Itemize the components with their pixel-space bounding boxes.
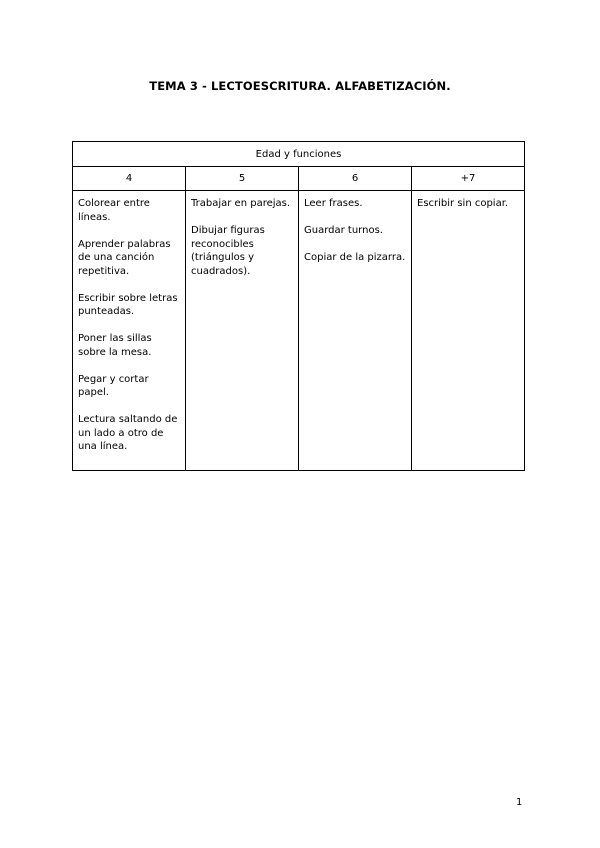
table-header-row bbox=[73, 167, 525, 191]
age-header-7-plus: +7 bbox=[412, 167, 525, 191]
list-item: Guardar turnos. bbox=[304, 225, 383, 236]
table-caption: Edad y funciones bbox=[73, 142, 525, 167]
list-item: Escribir sobre letras punteadas. bbox=[78, 292, 178, 317]
list-item: Lectura saltando de un lado a otro de una línea. bbox=[78, 414, 178, 452]
functions-cell-age-5 bbox=[186, 191, 299, 471]
age-header-4: 4 bbox=[73, 167, 186, 191]
list-item: Pegar y cortar papel. bbox=[78, 373, 149, 398]
list-item: Trabajar en parejas. bbox=[191, 198, 291, 209]
list-item: Colorear entre líneas. bbox=[78, 198, 150, 223]
list-item: Escribir sin copiar. bbox=[417, 198, 509, 209]
list-item: Aprender palabras de una canción repetitiva. bbox=[78, 238, 171, 277]
list-item: Dibujar figuras reconocibles (triángulos y cuadrados). bbox=[191, 225, 265, 277]
document-title: TEMA 3 - LECTOESCRITURA. ALFABETIZACIÓN. bbox=[149, 79, 451, 93]
table-content-row bbox=[73, 191, 525, 471]
functions-cell-age-7-plus bbox=[412, 191, 525, 471]
functions-cell-age-4 bbox=[73, 191, 186, 471]
list-item: Poner las sillas sobre la mesa. bbox=[78, 333, 152, 358]
functions-cell-age-6 bbox=[299, 191, 412, 471]
age-header-6: 6 bbox=[299, 167, 412, 191]
page-number: 1 bbox=[516, 797, 523, 808]
age-header-5: 5 bbox=[186, 167, 299, 191]
table-caption-row bbox=[73, 142, 525, 167]
list-item: Copiar de la pizarra. bbox=[304, 252, 406, 263]
age-functions-table bbox=[72, 141, 525, 471]
list-item: Leer frases. bbox=[304, 198, 363, 209]
